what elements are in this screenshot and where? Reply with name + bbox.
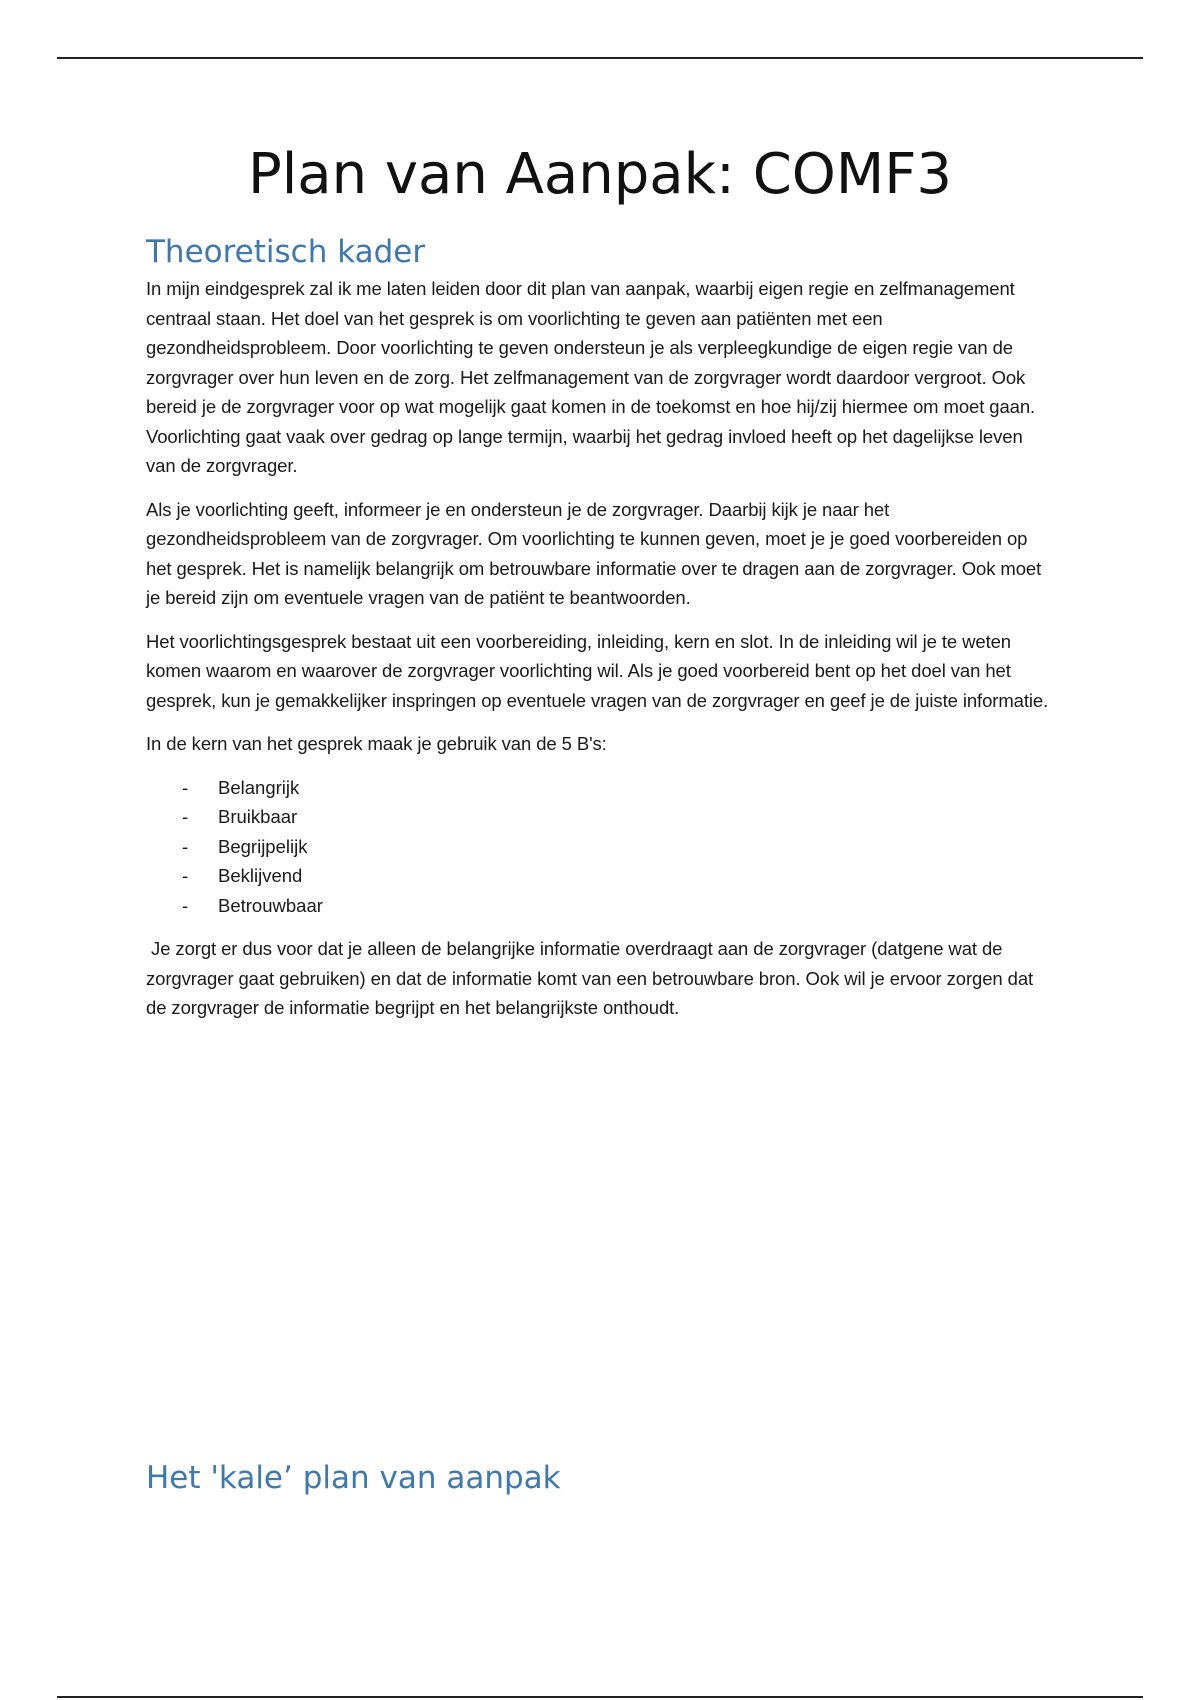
section-heading-bare-plan: Het 'kale’ plan van aanpak bbox=[146, 1460, 561, 1496]
five-b-list bbox=[146, 773, 1056, 921]
section-theoretical-framework bbox=[146, 232, 1056, 1037]
list-item-label: Belangrijk bbox=[218, 776, 300, 798]
bullet-dash: - bbox=[182, 894, 189, 916]
bullet-dash: - bbox=[182, 835, 189, 857]
list-item-label: Bruikbaar bbox=[218, 806, 298, 827]
bullet-dash: - bbox=[182, 776, 189, 798]
bullet-dash: - bbox=[182, 806, 189, 827]
paragraph: In mijn eindgesprek zal ik me laten leiden door dit plan van aanpak, waarbij eigen regie en zelfmanagement centraal staan. Het doel van het gesprek is om voorlichting te geven aan patiënten met een gezondheidsprobleem. Door voorlichting te geven ondersteun je als verpleegkundige de eigen regie van de zorgvrager over hun leven en de zorg. Het zelfmanagement van de zorgvrager wordt daardoor vergroot. Ook bereid je de zorgvrager voor op wat mogelijk gaat komen in de toekomst en hoe hij/zij hiermee om moet gaan. Voorlichting gaat vaak over gedrag op lange termijn, waarbij het gedrag invloed heeft op het dagelijkse leven van de zorgvrager. bbox=[146, 278, 1036, 476]
paragraph: Als je voorlichting geeft, informeer je en ondersteun je de zorgvrager. Daarbij kijk je naar het gezondheidsprobleem van de zorgvrager. Om voorlichting te kunnen geven, moet je je goed voorbereiden op het gesprek. Het is namelijk belangrijk om betrouwbare informatie over te dragen aan de zorgvrager. Ook moet je bereid zijn om eventuele vragen van de patiënt te beantwoorden. bbox=[146, 498, 1042, 608]
list-item-label: Begrijpelijk bbox=[218, 835, 308, 857]
paragraph: Het voorlichtingsgesprek bestaat uit een voorbereiding, inleiding, kern en slot. In de inleiding wil je te weten komen waarom en waarover de zorgvrager voorlichting wil. Als je goed voorbereid bent op het doel van het gesprek, kun je gemakkelijker inspringen op eventuele vragen van de zorgvrager en geef je de juiste informatie. bbox=[146, 630, 1049, 711]
bullet-dash: - bbox=[182, 865, 189, 886]
list-item bbox=[146, 891, 1056, 921]
list-item bbox=[146, 861, 1056, 891]
list-item bbox=[146, 832, 1056, 862]
closing-paragraph: Je zorgt er dus voor dat je alleen de belangrijke informatie overdraagt aan de zorgvrager (datgene wat de zorgvrager gaat gebruiken) en dat de informatie komt van een betrouwbare bron. Ook wil je ervoor zorgen dat de zorgvrager de informatie begrijpt en het belangrijkste onthoudt. bbox=[146, 938, 1039, 1018]
top-rule bbox=[57, 57, 1143, 59]
list-item-label: Betrouwbaar bbox=[218, 894, 323, 916]
section-heading: Theoretisch kader bbox=[146, 234, 426, 270]
paragraph: In de kern van het gesprek maak je gebruik van de 5 B's: bbox=[146, 733, 607, 754]
list-item bbox=[146, 773, 1056, 803]
list-item-label: Beklijvend bbox=[218, 865, 303, 886]
document-title: Plan van Aanpak: COMF3 bbox=[247, 142, 953, 207]
bottom-rule bbox=[57, 1696, 1143, 1698]
list-item bbox=[146, 802, 1056, 832]
